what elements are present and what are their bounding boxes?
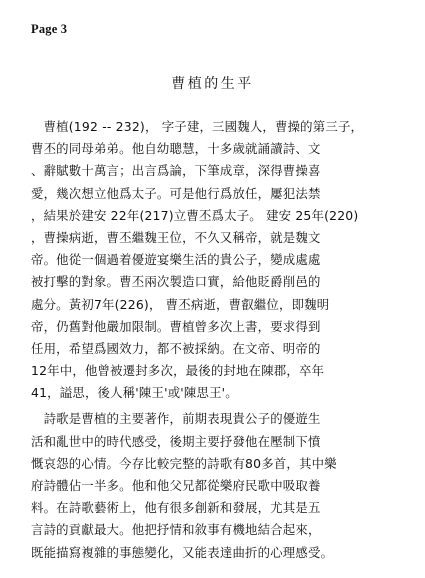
text-line: 慨哀怨的心情。今存比較完整的詩歌有80多首，其中樂 <box>31 455 337 471</box>
text-line: 曹丕的同母弟弟。他自幼聰慧，十多歲就誦讀詩、文 <box>31 141 321 157</box>
article-body <box>31 116 395 564</box>
text-line: 12年中，他曾被遷封多次，最後的封地在陳郡，卒年 <box>31 363 325 379</box>
text-line: 41，謚思，後人稱'陳王'或'陳思王'。 <box>31 385 238 401</box>
text-line: 言詩的貢獻最大。他把抒情和敘事有機地結合起來， <box>31 522 321 538</box>
paragraph-biography <box>31 116 395 404</box>
text-line: 處分。黃初7年(226)， 曹丕病逝，曹叡繼位，即魏明 <box>31 296 330 312</box>
page-title: 曹植的生平 <box>171 76 254 92</box>
text-line: 府詩體佔一半多。他和他父兄都從樂府民歌中吸取養 <box>31 478 321 493</box>
text-line: 、辭賦數十萬言；出言爲論，下筆成章，深得曹操喜 <box>31 163 321 179</box>
text-line: 既能描寫複雜的事態變化，又能表達曲折的心理感受。 <box>31 544 334 560</box>
text-line: 愛，幾次想立他爲太子。可是他行爲放任，屢犯法禁 <box>31 185 321 201</box>
text-line: 帝。他從一個過着優遊宴樂生活的貴公子，變成處處 <box>31 252 321 268</box>
page-number: Page 3 <box>31 22 68 36</box>
text-line: 料。在詩歌藝術上，他有很多創新和發展，尤其是五 <box>31 500 321 516</box>
text-line: ，結果於建安 22年(217)立曹丕爲太子。 建安 25年(220) <box>31 207 359 223</box>
text-line: ，曹操病逝，曹丕繼魏王位，不久又稱帝，就是魏文 <box>31 229 321 245</box>
text-line: 曹植(192 -- 232)， 字子建，三國魏人，曹操的第三子， <box>31 119 364 134</box>
text-line: 任用，希望爲國效力，都不被採納。在文帝、明帝的 <box>31 340 321 356</box>
text-line: 被打擊的對象。曹丕兩次製造口實，給他貶爵削邑的 <box>31 274 321 290</box>
text-line: 活和亂世中的時代感受，後期主要抒發他在壓制下憤 <box>31 433 321 449</box>
text-line: 帝，仍舊對他嚴加限制。曹植曾多次上書，要求得到 <box>31 318 321 334</box>
text-line: 詩歌是曹植的主要著作，前期表現貴公子的優遊生 <box>31 411 321 427</box>
paragraph-poetry <box>31 408 395 563</box>
